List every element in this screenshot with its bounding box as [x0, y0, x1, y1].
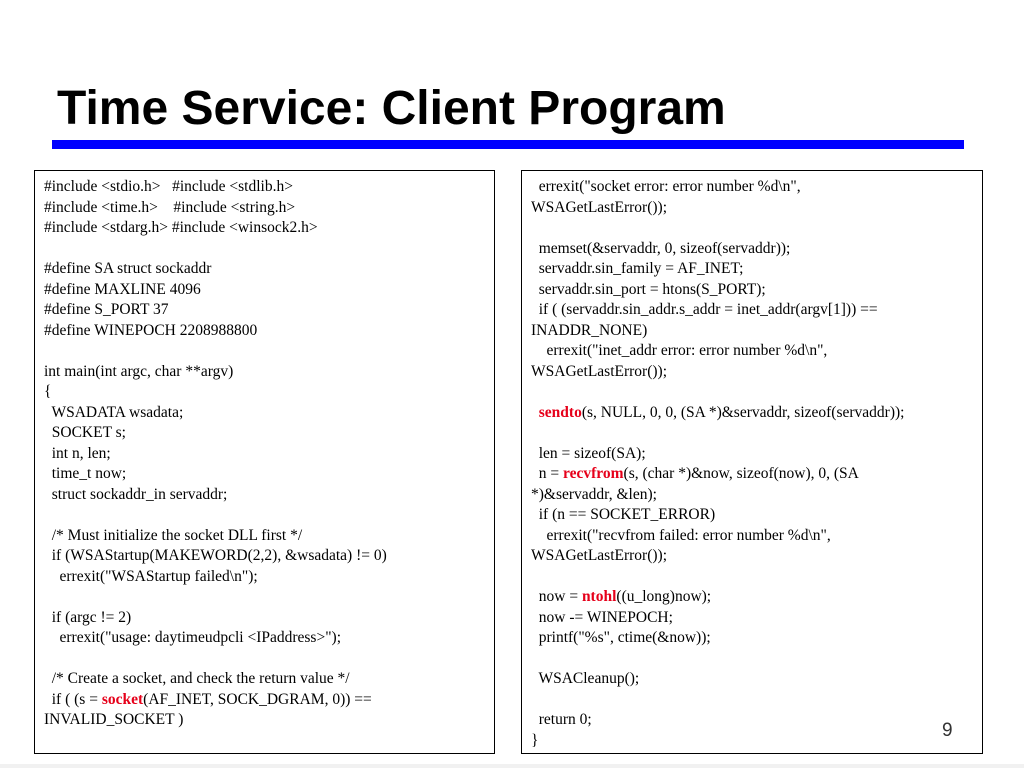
left-code-line — [44, 485, 488, 506]
code-text: len = sizeof(SA); — [531, 444, 646, 462]
right-code-line — [531, 423, 976, 444]
left-code-line — [44, 403, 488, 424]
code-text: struct sockaddr_in servaddr; — [44, 485, 228, 503]
code-text: errexit("inet_addr error: error number %d\n", — [531, 342, 828, 359]
code-text: WSADATA wsadata; — [44, 403, 184, 421]
left-code-line — [44, 649, 488, 670]
page-number: 9 — [942, 720, 953, 741]
code-text: { — [44, 383, 52, 400]
code-text: (AF_INET, SOCK_DGRAM, 0)) == — [143, 690, 372, 708]
code-text: WSAGetLastError()); — [531, 547, 668, 564]
left-code-line — [44, 259, 488, 280]
highlighted-function-name: ntohl — [581, 588, 617, 605]
right-code-line — [531, 731, 976, 752]
left-code-line — [44, 239, 488, 260]
right-code-line — [531, 280, 976, 301]
right-code-panel — [521, 170, 983, 754]
left-code-line — [44, 382, 488, 403]
code-text: if (WSAStartup(MAKEWORD(2,2), &wsadata) != 0) — [44, 547, 387, 564]
code-text: #define S_PORT 37 — [44, 301, 169, 318]
code-text: errexit("socket error: error number %d\n", — [531, 178, 801, 195]
code-text: int n, len; — [44, 444, 111, 462]
left-code-line — [44, 505, 488, 526]
bottom-strip — [0, 764, 1024, 768]
right-code-line — [531, 218, 976, 239]
right-code-line — [531, 526, 976, 547]
left-code-listing — [44, 177, 488, 731]
right-code-line — [531, 382, 976, 403]
code-text: servaddr.sin_family = AF_INET; — [531, 260, 744, 277]
left-code-line — [44, 464, 488, 485]
code-text: time_t now; — [44, 465, 127, 482]
left-code-line — [44, 587, 488, 608]
highlighted-function-name: recvfrom — [563, 465, 624, 482]
right-code-line — [531, 710, 976, 731]
code-text: now -= WINEPOCH; — [531, 608, 673, 626]
highlighted-function-name: sendto — [538, 403, 582, 421]
code-text: SOCKET s; — [44, 424, 126, 441]
code-text: errexit("WSAStartup failed\n"); — [44, 567, 258, 585]
right-code-line — [531, 649, 976, 670]
left-code-line — [44, 362, 488, 383]
code-text: /* Must initialize the socket DLL first */ — [44, 526, 303, 544]
left-code-line — [44, 710, 488, 731]
left-code-line — [44, 300, 488, 321]
right-code-line — [531, 669, 976, 690]
code-text: (s, NULL, 0, 0, (SA *)&servaddr, sizeof(servaddr)); — [581, 403, 905, 421]
code-text: } — [531, 731, 539, 749]
code-text: int main(int argc, char **argv) — [44, 362, 234, 380]
code-text: WSACleanup(); — [531, 670, 640, 687]
code-text: errexit("recvfrom failed: error number %d\n", — [531, 526, 831, 544]
left-code-line — [44, 526, 488, 547]
left-code-line — [44, 341, 488, 362]
left-code-line — [44, 444, 488, 465]
right-code-line — [531, 321, 976, 342]
left-code-line — [44, 567, 488, 588]
left-code-line — [44, 608, 488, 629]
right-code-line — [531, 239, 976, 260]
right-code-line — [531, 587, 976, 608]
code-text — [531, 404, 539, 421]
left-code-panel — [34, 170, 495, 754]
code-text: INVALID_SOCKET ) — [44, 711, 184, 728]
left-code-line — [44, 669, 488, 690]
code-text: INADDR_NONE) — [531, 321, 648, 339]
title-underline-rule — [52, 140, 964, 149]
code-text: servaddr.sin_port = htons(S_PORT); — [531, 280, 766, 298]
code-text: WSAGetLastError()); — [531, 362, 668, 380]
left-code-line — [44, 198, 488, 219]
left-code-line — [44, 423, 488, 444]
right-code-line — [531, 259, 976, 280]
left-code-line — [44, 690, 488, 711]
code-text: n = — [531, 465, 563, 482]
slide-title: Time Service: Client Program — [57, 82, 726, 135]
left-code-line — [44, 177, 488, 198]
right-code-line — [531, 608, 976, 629]
right-code-line — [531, 198, 976, 219]
code-text: *)&servaddr, &len); — [531, 485, 657, 503]
code-text: #define MAXLINE 4096 — [44, 280, 201, 298]
right-code-line — [531, 546, 976, 567]
code-text: memset(&servaddr, 0, sizeof(servaddr)); — [531, 239, 791, 257]
right-code-line — [531, 505, 976, 526]
right-code-line — [531, 177, 976, 198]
code-text: /* Create a socket, and check the return value */ — [44, 670, 350, 687]
code-text: #define WINEPOCH 2208988800 — [44, 321, 258, 339]
code-text: errexit("usage: daytimeudpcli <IPaddress>"); — [44, 629, 341, 646]
code-text: ((u_long)now); — [616, 588, 712, 605]
code-text: #define SA struct sockaddr — [44, 260, 212, 277]
left-code-line — [44, 321, 488, 342]
code-text: if (n == SOCKET_ERROR) — [531, 506, 716, 523]
right-code-line — [531, 444, 976, 465]
right-code-line — [531, 464, 976, 485]
code-text: WSAGetLastError()); — [531, 198, 668, 216]
code-text: (s, (char *)&now, sizeof(now), 0, (SA — [623, 465, 859, 482]
right-code-line — [531, 628, 976, 649]
right-code-line — [531, 485, 976, 506]
code-text: now = — [531, 588, 582, 605]
right-code-listing — [531, 177, 976, 751]
right-code-line — [531, 403, 976, 424]
code-text: #include <stdio.h> #include <stdlib.h> — [44, 178, 293, 195]
code-text: #include <time.h> #include <string.h> — [44, 198, 296, 216]
code-text: #include <stdarg.h> #include <winsock2.h> — [44, 219, 318, 236]
right-code-line — [531, 300, 976, 321]
right-code-line — [531, 567, 976, 588]
right-code-line — [531, 341, 976, 362]
code-text: if (argc != 2) — [44, 608, 132, 626]
left-code-line — [44, 280, 488, 301]
left-code-line — [44, 218, 488, 239]
code-text: return 0; — [531, 711, 592, 728]
code-text: printf("%s", ctime(&now)); — [531, 629, 711, 646]
left-code-line — [44, 546, 488, 567]
right-code-line — [531, 690, 976, 711]
code-text: if ( (servaddr.sin_addr.s_addr = inet_addr(argv[1])) == — [531, 301, 878, 318]
right-code-line — [531, 362, 976, 383]
left-code-line — [44, 628, 488, 649]
highlighted-function-name: socket — [101, 690, 144, 708]
code-text: if ( (s = — [44, 690, 102, 708]
